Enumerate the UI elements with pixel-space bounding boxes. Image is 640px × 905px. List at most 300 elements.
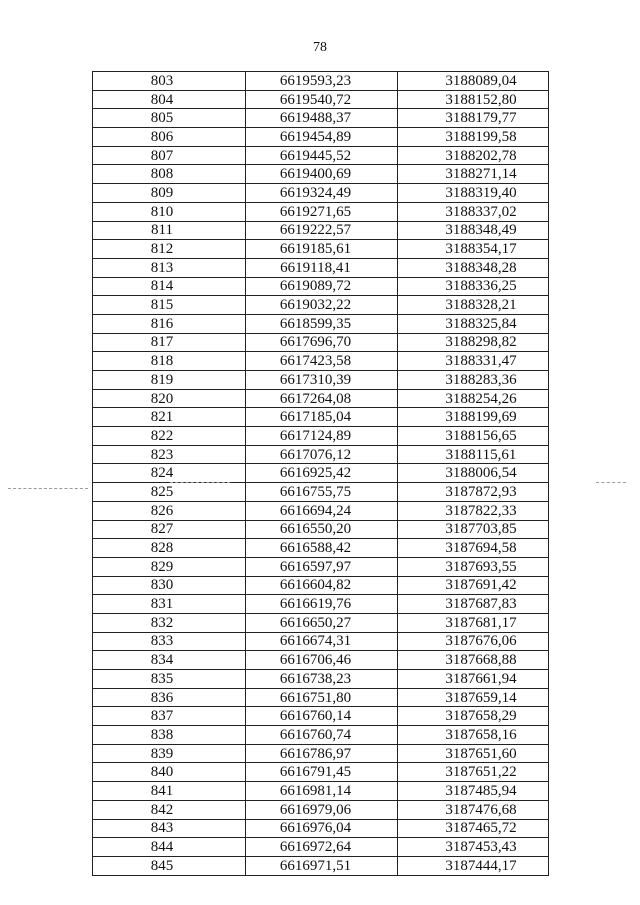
cell-text: 3187668,88	[445, 652, 517, 669]
cell-text: 804	[150, 91, 174, 108]
cell-text: 6617696,70	[279, 334, 352, 351]
cell-text: 845	[150, 857, 174, 874]
y-coordinate-cell	[398, 202, 549, 221]
cell-text: 3187822,33	[445, 502, 517, 519]
x-coordinate-cell	[246, 202, 398, 221]
x-coordinate-cell	[246, 427, 398, 446]
table-row	[93, 258, 549, 277]
cell-text: 833	[150, 633, 174, 650]
y-coordinate-cell	[398, 576, 549, 595]
table-row	[93, 371, 549, 390]
table-row	[93, 520, 549, 539]
y-coordinate-cell	[398, 557, 549, 576]
cell-text: 3188319,40	[445, 184, 517, 201]
x-coordinate-cell	[246, 726, 398, 745]
cell-text: 834	[150, 652, 174, 669]
point-number-cell	[93, 389, 246, 408]
cell-text: 841	[150, 782, 174, 799]
x-coordinate-cell	[246, 408, 398, 427]
y-coordinate-cell	[398, 800, 549, 819]
cell-text: 6616619,76	[279, 596, 352, 613]
cell-text: 6616981,14	[279, 782, 352, 799]
point-number-cell	[93, 557, 246, 576]
cell-text: 837	[150, 708, 174, 725]
coordinates-table-wrapper	[92, 71, 548, 876]
cell-text: 3187476,68	[445, 801, 517, 818]
x-coordinate-cell	[246, 688, 398, 707]
x-coordinate-cell	[246, 557, 398, 576]
cell-text: 6616925,42	[279, 465, 352, 482]
cell-text: 3188325,84	[445, 315, 517, 332]
cell-text: 3188089,04	[445, 72, 517, 89]
cell-text: 3187703,85	[445, 521, 517, 538]
x-coordinate-cell	[246, 371, 398, 390]
cell-text: 812	[150, 241, 174, 258]
x-coordinate-cell	[246, 819, 398, 838]
point-number-cell	[93, 314, 246, 333]
point-number-cell	[93, 109, 246, 128]
x-coordinate-cell	[246, 539, 398, 558]
y-coordinate-cell	[398, 651, 549, 670]
x-coordinate-cell	[246, 856, 398, 875]
coordinates-table	[92, 71, 549, 876]
y-coordinate-cell	[398, 427, 549, 446]
table-row	[93, 651, 549, 670]
point-number-cell	[93, 408, 246, 427]
point-number-cell	[93, 707, 246, 726]
cell-text: 828	[150, 540, 174, 557]
x-coordinate-cell	[246, 763, 398, 782]
x-coordinate-cell	[246, 483, 398, 502]
cell-text: 6617264,08	[279, 390, 352, 407]
cell-text: 3187485,94	[445, 782, 517, 799]
point-number-cell	[93, 782, 246, 801]
y-coordinate-cell	[398, 782, 549, 801]
x-coordinate-cell	[246, 782, 398, 801]
x-coordinate-cell	[246, 333, 398, 352]
point-number-cell	[93, 221, 246, 240]
x-coordinate-cell	[246, 445, 398, 464]
table-row	[93, 838, 549, 857]
table-row	[93, 352, 549, 371]
y-coordinate-cell	[398, 146, 549, 165]
x-coordinate-cell	[246, 277, 398, 296]
table-row	[93, 128, 549, 147]
cell-text: 6616979,06	[279, 801, 352, 818]
point-number-cell	[93, 800, 246, 819]
y-coordinate-cell	[398, 90, 549, 109]
cell-text: 823	[150, 446, 174, 463]
y-coordinate-cell	[398, 501, 549, 520]
cell-text: 3187687,83	[445, 596, 517, 613]
cell-text: 844	[150, 839, 174, 856]
point-number-cell	[93, 445, 246, 464]
cell-text: 6616971,51	[279, 857, 352, 874]
coordinates-table-body	[93, 72, 549, 876]
x-coordinate-cell	[246, 576, 398, 595]
point-number-cell	[93, 632, 246, 651]
cell-text: 829	[150, 558, 174, 575]
y-coordinate-cell	[398, 277, 549, 296]
x-coordinate-cell	[246, 501, 398, 520]
cell-text: 814	[150, 278, 174, 295]
cell-text: 3188115,61	[445, 446, 517, 463]
x-coordinate-cell	[246, 146, 398, 165]
point-number-cell	[93, 539, 246, 558]
cell-text: 842	[150, 801, 174, 818]
table-row	[93, 819, 549, 838]
x-coordinate-cell	[246, 258, 398, 277]
table-row	[93, 146, 549, 165]
page-number: 78	[313, 40, 327, 55]
cell-text: 3187681,17	[445, 614, 517, 631]
point-number-cell	[93, 202, 246, 221]
cell-text: 820	[150, 390, 174, 407]
x-coordinate-cell	[246, 389, 398, 408]
cell-text: 819	[150, 371, 174, 388]
cell-text: 6616976,04	[279, 820, 352, 837]
cell-text: 3187691,42	[445, 577, 517, 594]
y-coordinate-cell	[398, 744, 549, 763]
cell-text: 838	[150, 726, 174, 743]
scan-artifact-right	[596, 482, 626, 483]
cell-text: 6619488,37	[279, 110, 352, 127]
cell-text: 6616550,20	[279, 521, 352, 538]
y-coordinate-cell	[398, 109, 549, 128]
point-number-cell	[93, 670, 246, 689]
table-row	[93, 202, 549, 221]
cell-text: 840	[150, 764, 174, 781]
x-coordinate-cell	[246, 314, 398, 333]
table-row	[93, 856, 549, 875]
table-row	[93, 333, 549, 352]
cell-text: 821	[150, 409, 174, 426]
y-coordinate-cell	[398, 371, 549, 390]
cell-text: 3187658,16	[445, 726, 517, 743]
cell-text: 6617185,04	[279, 409, 352, 426]
x-coordinate-cell	[246, 72, 398, 91]
cell-text: 817	[150, 334, 174, 351]
cell-text: 6616706,46	[279, 652, 352, 669]
cell-text: 6616760,14	[279, 708, 352, 725]
cell-text: 3187659,14	[445, 689, 517, 706]
table-row	[93, 445, 549, 464]
y-coordinate-cell	[398, 314, 549, 333]
y-coordinate-cell	[398, 296, 549, 315]
point-number-cell	[93, 613, 246, 632]
y-coordinate-cell	[398, 838, 549, 857]
x-coordinate-cell	[246, 165, 398, 184]
y-coordinate-cell	[398, 483, 549, 502]
cell-text: 3188152,80	[445, 91, 517, 108]
cell-text: 816	[150, 315, 174, 332]
x-coordinate-cell	[246, 613, 398, 632]
cell-text: 3188328,21	[445, 297, 517, 314]
point-number-cell	[93, 595, 246, 614]
cell-text: 836	[150, 689, 174, 706]
cell-text: 6616597,97	[279, 558, 352, 575]
point-number-cell	[93, 651, 246, 670]
table-row	[93, 389, 549, 408]
cell-text: 822	[150, 427, 174, 444]
cell-text: 807	[150, 147, 174, 164]
cell-text: 6619400,69	[279, 166, 352, 183]
cell-text: 3187465,72	[445, 820, 517, 837]
cell-text: 3188283,36	[445, 371, 517, 388]
point-number-cell	[93, 501, 246, 520]
cell-text: 806	[150, 128, 174, 145]
x-coordinate-cell	[246, 296, 398, 315]
cell-text: 3188337,02	[445, 203, 517, 220]
y-coordinate-cell	[398, 464, 549, 483]
cell-text: 3188254,26	[445, 390, 517, 407]
cell-text: 6617310,39	[279, 371, 352, 388]
point-number-cell	[93, 240, 246, 259]
table-row	[93, 501, 549, 520]
table-row	[93, 688, 549, 707]
cell-text: 827	[150, 521, 174, 538]
x-coordinate-cell	[246, 520, 398, 539]
y-coordinate-cell	[398, 221, 549, 240]
x-coordinate-cell	[246, 595, 398, 614]
x-coordinate-cell	[246, 109, 398, 128]
point-number-cell	[93, 483, 246, 502]
point-number-cell	[93, 352, 246, 371]
cell-text: 6619593,23	[279, 72, 352, 89]
x-coordinate-cell	[246, 744, 398, 763]
x-coordinate-cell	[246, 632, 398, 651]
table-row	[93, 314, 549, 333]
cell-text: 6616738,23	[279, 670, 352, 687]
cell-text: 803	[150, 72, 174, 89]
point-number-cell	[93, 165, 246, 184]
point-number-cell	[93, 371, 246, 390]
y-coordinate-cell	[398, 632, 549, 651]
cell-text: 3188179,77	[445, 110, 517, 127]
table-row	[93, 670, 549, 689]
table-row	[93, 464, 549, 483]
x-coordinate-cell	[246, 651, 398, 670]
cell-text: 830	[150, 577, 174, 594]
x-coordinate-cell	[246, 464, 398, 483]
cell-text: 3188199,58	[445, 128, 517, 145]
y-coordinate-cell	[398, 165, 549, 184]
point-number-cell	[93, 726, 246, 745]
cell-text: 810	[150, 203, 174, 220]
y-coordinate-cell	[398, 688, 549, 707]
table-row	[93, 408, 549, 427]
point-number-cell	[93, 763, 246, 782]
cell-text: 815	[150, 297, 174, 314]
point-number-cell	[93, 146, 246, 165]
cell-text: 6619271,65	[279, 203, 352, 220]
cell-text: 6616760,74	[279, 726, 352, 743]
cell-text: 813	[150, 259, 174, 276]
cell-text: 3187453,43	[445, 839, 517, 856]
point-number-cell	[93, 277, 246, 296]
cell-text: 811	[151, 222, 173, 239]
cell-text: 839	[150, 745, 174, 762]
point-number-cell	[93, 72, 246, 91]
table-row	[93, 744, 549, 763]
table-row	[93, 782, 549, 801]
point-number-cell	[93, 128, 246, 147]
y-coordinate-cell	[398, 707, 549, 726]
y-coordinate-cell	[398, 819, 549, 838]
cell-text: 6617124,89	[279, 427, 352, 444]
y-coordinate-cell	[398, 184, 549, 203]
cell-text: 6619222,57	[279, 222, 352, 239]
table-row	[93, 632, 549, 651]
cell-text: 6617423,58	[279, 353, 352, 370]
cell-text: 3188348,28	[445, 259, 517, 276]
cell-text: 808	[150, 166, 174, 183]
table-row	[93, 221, 549, 240]
cell-text: 3187693,55	[445, 558, 517, 575]
cell-text: 831	[150, 596, 174, 613]
point-number-cell	[93, 333, 246, 352]
y-coordinate-cell	[398, 613, 549, 632]
table-row	[93, 707, 549, 726]
cell-text: 3187658,29	[445, 708, 517, 725]
cell-text: 809	[150, 184, 174, 201]
cell-text: 3188271,14	[445, 166, 517, 183]
table-row	[93, 595, 549, 614]
point-number-cell	[93, 258, 246, 277]
cell-text: 3188006,54	[445, 465, 517, 482]
cell-text: 6617076,12	[279, 446, 352, 463]
cell-text: 3187676,06	[445, 633, 517, 650]
table-row	[93, 72, 549, 91]
table-row	[93, 613, 549, 632]
table-row	[93, 763, 549, 782]
y-coordinate-cell	[398, 726, 549, 745]
table-row	[93, 184, 549, 203]
cell-text: 3187661,94	[445, 670, 517, 687]
table-row	[93, 109, 549, 128]
cell-text: 3188298,82	[445, 334, 517, 351]
table-row	[93, 483, 549, 502]
cell-text: 6616588,42	[279, 540, 352, 557]
y-coordinate-cell	[398, 240, 549, 259]
x-coordinate-cell	[246, 670, 398, 689]
cell-text: 818	[150, 353, 174, 370]
cell-text: 3188202,78	[445, 147, 517, 164]
table-row	[93, 427, 549, 446]
point-number-cell	[93, 520, 246, 539]
y-coordinate-cell	[398, 595, 549, 614]
cell-text: 3188199,69	[445, 409, 517, 426]
point-number-cell	[93, 576, 246, 595]
x-coordinate-cell	[246, 128, 398, 147]
cell-text: 6616972,64	[279, 839, 352, 856]
table-row	[93, 240, 549, 259]
cell-text: 6616604,82	[279, 577, 352, 594]
cell-text: 3188348,49	[445, 222, 517, 239]
cell-text: 6616674,31	[279, 633, 352, 650]
cell-text: 3187872,93	[445, 483, 517, 500]
cell-text: 6619089,72	[279, 278, 352, 295]
cell-text: 835	[150, 670, 174, 687]
y-coordinate-cell	[398, 258, 549, 277]
x-coordinate-cell	[246, 90, 398, 109]
point-number-cell	[93, 90, 246, 109]
y-coordinate-cell	[398, 128, 549, 147]
table-row	[93, 800, 549, 819]
cell-text: 825	[150, 483, 174, 500]
point-number-cell	[93, 427, 246, 446]
table-row	[93, 296, 549, 315]
cell-text: 6619445,52	[279, 147, 352, 164]
cell-text: 6619540,72	[279, 91, 352, 108]
scan-artifact-center	[170, 482, 230, 483]
y-coordinate-cell	[398, 352, 549, 371]
y-coordinate-cell	[398, 539, 549, 558]
cell-text: 3187651,60	[445, 745, 517, 762]
y-coordinate-cell	[398, 408, 549, 427]
cell-text: 805	[150, 110, 174, 127]
cell-text: 3187694,58	[445, 540, 517, 557]
cell-text: 824	[150, 465, 174, 482]
y-coordinate-cell	[398, 72, 549, 91]
point-number-cell	[93, 838, 246, 857]
x-coordinate-cell	[246, 240, 398, 259]
x-coordinate-cell	[246, 352, 398, 371]
cell-text: 6616786,97	[279, 745, 352, 762]
point-number-cell	[93, 296, 246, 315]
x-coordinate-cell	[246, 800, 398, 819]
table-row	[93, 539, 549, 558]
table-row	[93, 165, 549, 184]
table-row	[93, 726, 549, 745]
x-coordinate-cell	[246, 707, 398, 726]
scan-artifact-left	[8, 488, 88, 489]
cell-text: 6616694,24	[279, 502, 352, 519]
y-coordinate-cell	[398, 333, 549, 352]
point-number-cell	[93, 464, 246, 483]
point-number-cell	[93, 819, 246, 838]
table-row	[93, 557, 549, 576]
cell-text: 6616751,80	[279, 689, 352, 706]
cell-text: 3188336,25	[445, 278, 517, 295]
cell-text: 843	[150, 820, 174, 837]
cell-text: 6619118,41	[280, 259, 351, 276]
y-coordinate-cell	[398, 445, 549, 464]
cell-text: 3188354,17	[445, 241, 517, 258]
y-coordinate-cell	[398, 520, 549, 539]
cell-text: 6619185,61	[279, 241, 352, 258]
cell-text: 3188331,47	[445, 353, 517, 370]
table-row	[93, 90, 549, 109]
cell-text: 6616791,45	[279, 764, 352, 781]
cell-text: 6618599,35	[279, 315, 352, 332]
x-coordinate-cell	[246, 221, 398, 240]
cell-text: 3187651,22	[445, 764, 517, 781]
y-coordinate-cell	[398, 763, 549, 782]
table-row	[93, 576, 549, 595]
cell-text: 6619324,49	[279, 184, 352, 201]
y-coordinate-cell	[398, 670, 549, 689]
cell-text: 6616650,27	[279, 614, 352, 631]
point-number-cell	[93, 688, 246, 707]
point-number-cell	[93, 856, 246, 875]
cell-text: 826	[150, 502, 174, 519]
cell-text: 6616755,75	[279, 483, 352, 500]
y-coordinate-cell	[398, 856, 549, 875]
y-coordinate-cell	[398, 389, 549, 408]
cell-text: 6619454,89	[279, 128, 352, 145]
point-number-cell	[93, 184, 246, 203]
